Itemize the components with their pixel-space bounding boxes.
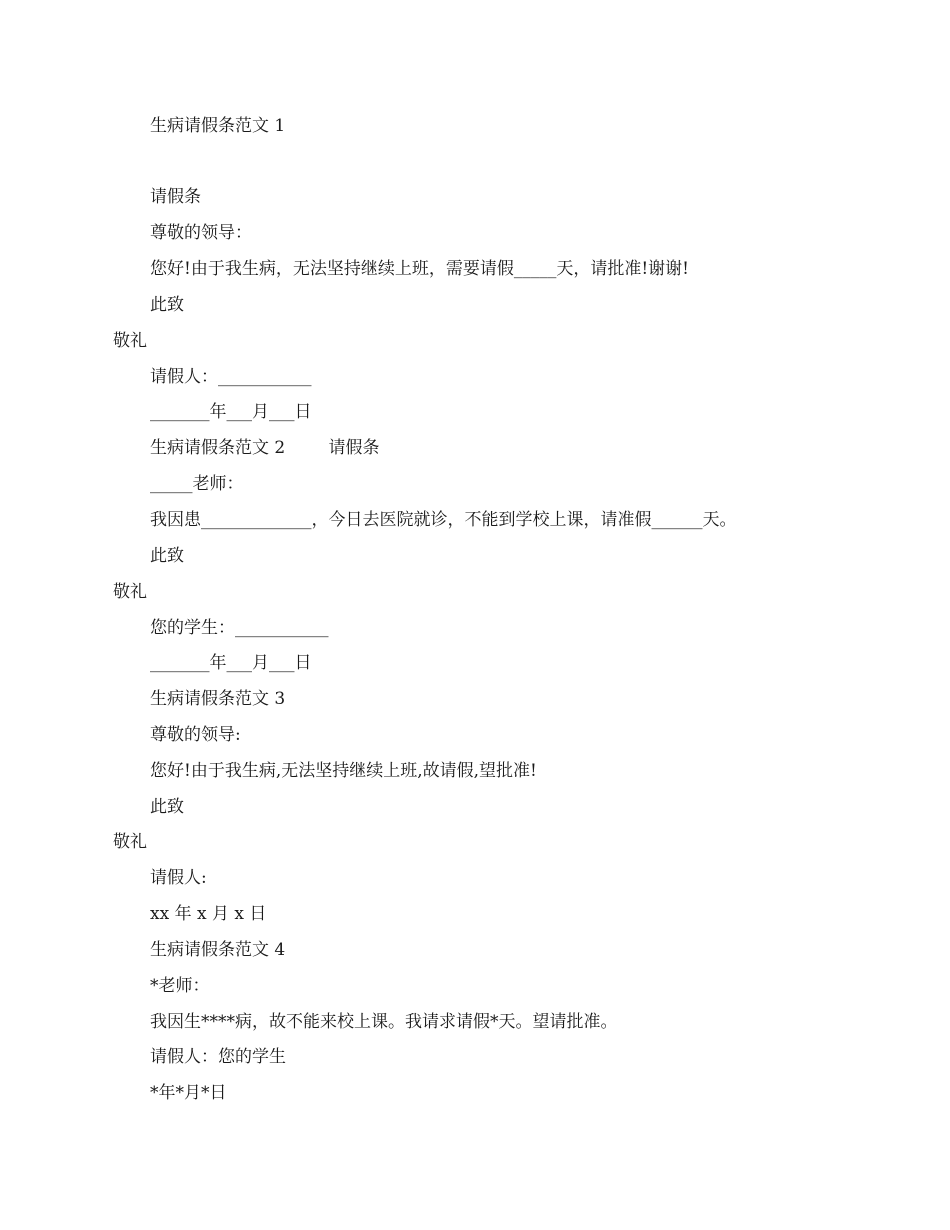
section-heading: 生病请假条范文 3 xyxy=(150,689,286,709)
letter-title: 请假条 xyxy=(150,187,201,207)
date-line: _______年___月___日 xyxy=(150,653,312,673)
closing: 此致 xyxy=(150,295,184,315)
letter-body: 您好!由于我生病,无法坚持继续上班,故请假,望批准! xyxy=(150,761,537,781)
section-heading: 生病请假条范文 2 请假条 xyxy=(150,438,380,458)
section-heading: 生病请假条范文 4 xyxy=(150,940,286,960)
signer-line: 请假人: xyxy=(150,868,207,888)
date-line: _______年___月___日 xyxy=(150,402,312,422)
closing: 此致 xyxy=(150,546,184,566)
letter-body: 您好!由于我生病，无法坚持继续上班，需要请假_____天，请批准!谢谢! xyxy=(150,259,689,279)
regards: 敬礼 xyxy=(113,832,147,852)
regards: 敬礼 xyxy=(113,582,147,602)
regards: 敬礼 xyxy=(113,331,147,351)
letter-body: 我因生****病，故不能来校上课。我请求请假*天。望请批准。 xyxy=(150,1012,618,1032)
date-line: xx 年 x 月 x 日 xyxy=(150,904,267,924)
section-heading: 生病请假条范文 1 xyxy=(150,116,286,136)
signer-line: 您的学生：___________ xyxy=(150,618,329,638)
salutation: *老师： xyxy=(150,976,210,996)
salutation: 尊敬的领导： xyxy=(150,223,252,243)
letter-body: 我因患_____________，今日去医院就诊，不能到学校上课，请准假______天。 xyxy=(150,510,737,530)
signer-line: 请假人：您的学生 xyxy=(150,1047,286,1067)
salutation: 尊敬的领导: xyxy=(150,725,241,745)
signer-line: 请假人：___________ xyxy=(150,367,312,387)
date-line: *年*月*日 xyxy=(150,1083,227,1103)
salutation: _____老师： xyxy=(150,474,244,494)
closing: 此致 xyxy=(150,797,184,817)
